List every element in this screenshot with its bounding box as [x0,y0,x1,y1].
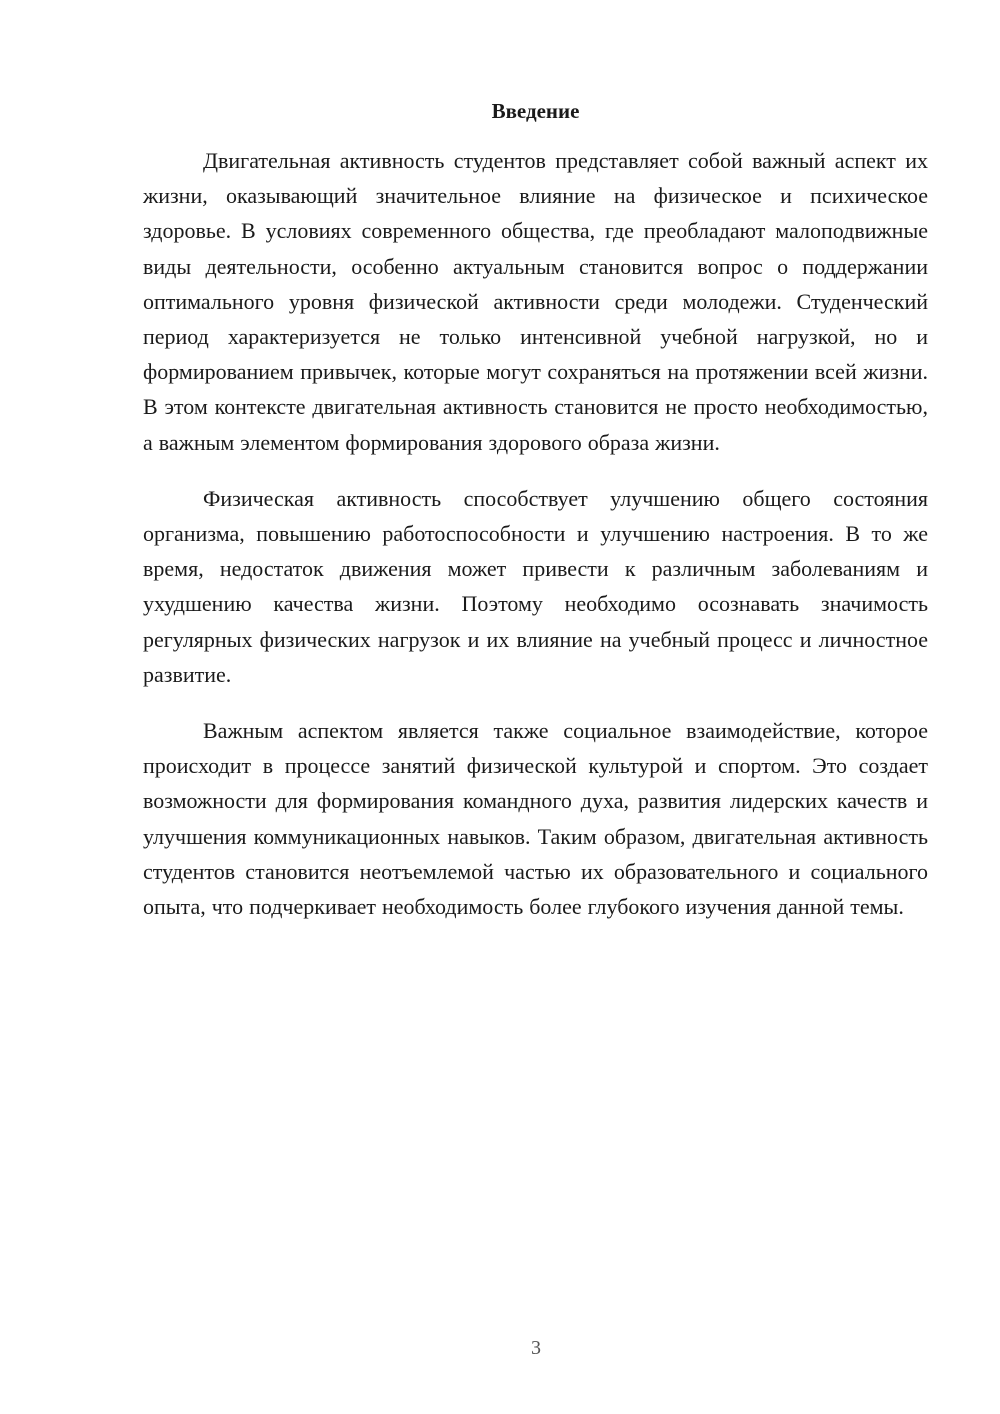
paragraph-2: Физическая активность способствует улучшению общего состояния организма, повышению работоспособности и улучшению настроения. В то же время, недостаток движения может привести к различным заболеваниям и ухудшению качества жизни. Поэтому необходимо осознавать значимость регулярных физических нагрузок и их влияние на учебный процесс и личностное развитие. [143,485,928,687]
body-text [143,143,928,945]
section-heading: Введение [491,99,580,123]
paragraph-3: Важным аспектом является также социальное взаимодействие, которое происходит в процессе занятий физической культурой и спортом. Это создает возможности для формирования командного духа, развития лидерских качеств и улучшения коммуникационных навыков. Таким образом, двигательная активность студентов становится неотъемлемой частью их образовательного и социального опыта, что подчеркивает необходимость более глубокого изучения данной темы. [143,718,928,920]
paragraph-1: Двигательная активность студентов представляет собой важный аспект их жизни, оказывающий значительное влияние на физическое и психическое здоровье. В условиях современного общества, где преобладают малоподвижные виды деятельности, особенно актуальным становится вопрос о поддержании оптимального уровня физической активности среди молодежи. Студенческий период характеризуется не только интенсивной учебной нагрузкой, но и формированием привычек, которые могут сохраняться на протяжении всей жизни. В этом контексте двигательная активность становится не просто необходимостью, а важным элементом формирования здорового образа жизни. [143,148,928,455]
page-number: 3 [531,1337,541,1359]
